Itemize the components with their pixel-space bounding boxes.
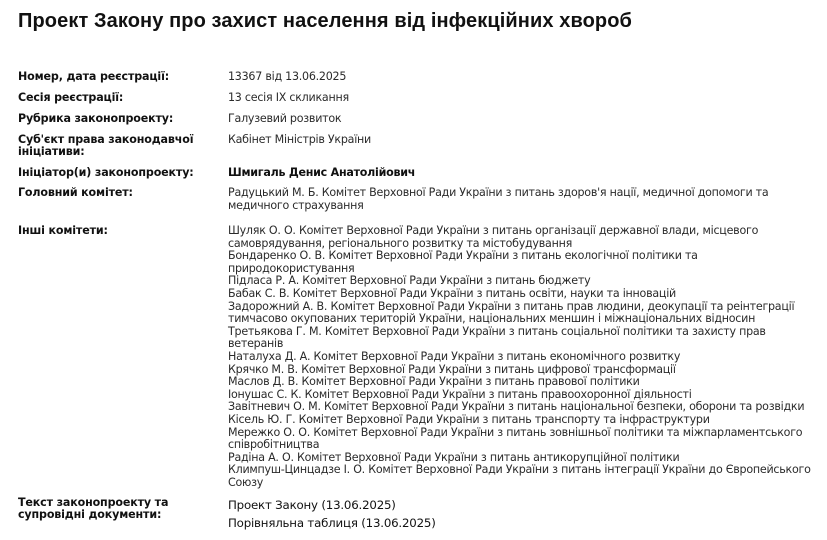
initiative-subject-row [18,134,824,161]
documents-list [228,496,824,532]
session-value: 13 сесія IX скликання [228,91,349,104]
committee-item: Крячко М. В. Комітет Верховної Ради України з питань цифрової трансформації [228,362,676,376]
page-title: Проект Закону про захист населення від інфекційних хвороб [18,10,633,32]
main-committee-row [18,187,824,215]
rubric-value: Галузевий розвиток [228,112,342,125]
committee-item: Бабак С. В. Комітет Верховної Ради України з питань освіти, науки та інновацій [228,286,677,300]
committee-item: Мережко О. О. Комітет Верховної Ради України з питань зовнішньої політики та міжпарламентського співробітництва [228,425,803,452]
other-committees-list [228,225,824,489]
registration-label: Номер, дата реєстрації: [18,70,170,83]
committee-item: Підласа Р. А. Комітет Верховної Ради України з питань бюджету [228,274,591,288]
initiator-label: Ініціатор(и) законопроекту: [18,166,194,179]
committee-item: Завітневич О. М. Комітет Верховної Ради України з питань національної безпеки, оборони та розвідки [228,400,805,414]
committee-item: Наталуха Д. А. Комітет Верховної Ради України з питань економічного розвитку [228,349,681,363]
bill-text-link[interactable]: Проект Закону (13.06.2025) [228,498,396,513]
committee-item: Іонушас С. К. Комітет Верховної Ради України з питань правоохоронної діяльності [228,387,692,401]
committee-item: Третьякова Г. М. Комітет Верховної Ради України з питань соціальної політики та захисту прав ветеранів [228,324,766,351]
registration-row [18,71,824,86]
initiator-value: Шмигаль Денис Анатолійович [228,166,416,179]
main-committee-label: Головний комітет: [18,186,133,199]
session-row [18,92,824,107]
committee-item: Маслов Д. В. Комітет Верховної Ради України з питань правової політики [228,375,640,389]
main-committee-value: Радуцький М. Б. Комітет Верховної Ради України з питань здоров'я нації, медичної допомоги та медичного страхування [228,186,769,212]
initiative-subject-value: Кабінет Міністрів України [228,133,372,146]
initiator-row [18,167,824,182]
committee-item: Шуляк О. О. Комітет Верховної Ради України з питань організації державної влади, місцевого самоврядування, регіонального розвитку та містобудування [228,224,759,250]
initiative-subject-label: Суб'єкт права законодавчої ініціативи: [18,133,194,158]
other-committees-row [18,225,824,489]
other-committees-label: Інші комітети: [18,224,108,237]
rubric-row [18,113,824,128]
registration-value: 13367 від 13.06.2025 [228,70,347,83]
documents-label: Текст законопроекту та супровідні документи: [18,496,169,522]
comparison-table-link[interactable]: Порівняльна таблиця (13.06.2025) [228,516,436,531]
committee-item: Бондаренко О. В. Комітет Верховної Ради України з питань екологічної політики та природокористування [228,249,698,275]
committee-item: Радіна А. О. Комітет Верховної Ради України з питань антикорупційної політики [228,450,680,464]
session-label: Сесія реєстрації: [18,91,124,104]
committee-item: Задорожний А. В. Комітет Верховної Ради України з питань прав людини, деокупації та реінтеграції тимчасово окупованих територій України, національних меншин і міжнаціональних відносин [228,299,795,326]
committee-item: Кісель Ю. Г. Комітет Верховної Ради України з питань транспорту та інфраструктури [228,412,710,426]
documents-row [18,496,824,532]
bill-info-table [18,71,824,532]
rubric-label: Рубрика законопроекту: [18,112,174,125]
committee-item: Климпуш-Цинцадзе І. О. Комітет Верховної Ради України з питань інтеграції України до Європейського Союзу [228,463,811,489]
